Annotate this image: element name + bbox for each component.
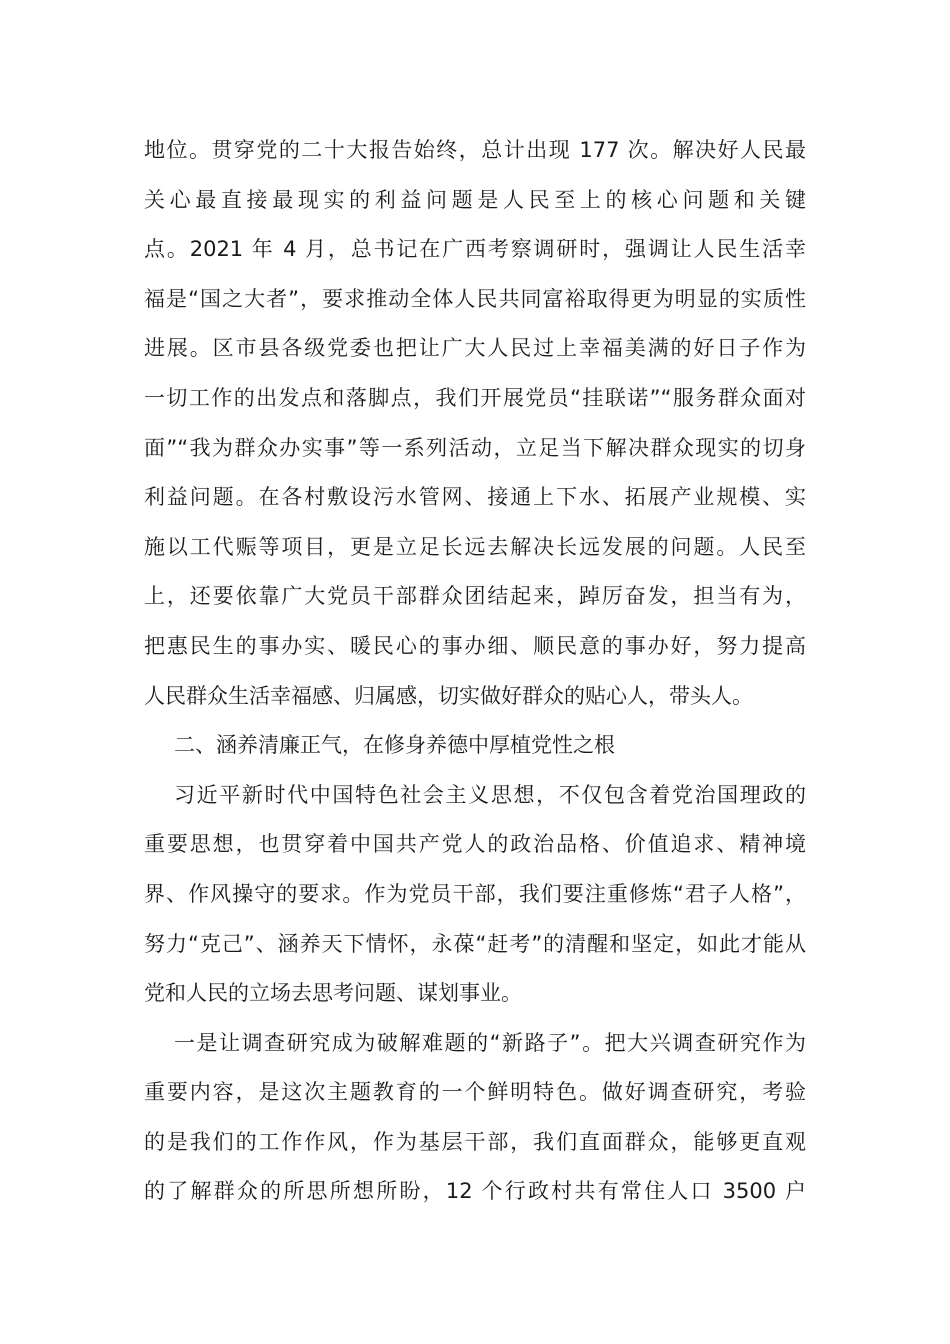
text-line: 重要思想，也贯穿着中国共产党人的政治品格、价值追求、精神境: [144, 832, 806, 857]
text-line: 利益问题。在各村敷设污水管网、接通上下水、拓展产业规模、实: [144, 485, 806, 510]
text-line: 上，还要依靠广大党员干部群众团结起来，踔厉奋发，担当有为，: [144, 584, 806, 609]
text-line: 习近平新时代中国特色社会主义思想，不仅包含着党治国理政的: [174, 782, 806, 807]
text-line: 点。2021 年 4 月，总书记在广西考察调研时，强调让人民生活幸: [144, 237, 806, 262]
text-line: 的是我们的工作作风，作为基层干部，我们直面群众，能够更直观: [144, 1129, 806, 1154]
document-body: [144, 126, 806, 1217]
text-line: 福是“国之大者”，要求推动全体人民共同富裕取得更为明显的实质性: [144, 286, 806, 311]
section-heading: 二、涵养清廉正气，在修身养德中厚植党性之根: [174, 733, 615, 758]
text-line: 施以工代赈等项目，更是立足长远去解决长远发展的问题。人民至: [144, 534, 806, 559]
text-line: 把惠民生的事办实、暖民心的事办细、顺民意的事办好，努力提高: [144, 633, 806, 658]
text-line: 重要内容，是这次主题教育的一个鲜明特色。做好调查研究，考验: [144, 1080, 806, 1105]
text-line: 人民群众生活幸福感、归属感，切实做好群众的贴心人，带头人。: [144, 683, 753, 708]
text-line: 面”“我为群众办实事”等一系列活动，立足当下解决群众现实的切身: [144, 435, 806, 460]
text-line: 的了解群众的所思所想所盼，12 个行政村共有常住人口 3500 户: [144, 1179, 806, 1204]
text-line: 一切工作的出发点和落脚点，我们开展党员“挂联诺”“服务群众面对: [144, 385, 806, 410]
text-line: 一是让调查研究成为破解难题的“新路子”。把大兴调查研究作为: [174, 1030, 806, 1055]
text-line: 党和人民的立场去思考问题、谋划事业。: [144, 981, 522, 1006]
text-line: 进展。区市县各级党委也把让广大人民过上幸福美满的好日子作为: [144, 336, 806, 361]
text-line: 界、作风操守的要求。作为党员干部，我们要注重修炼“君子人格”，: [144, 881, 806, 906]
text-line: 努力“克己”、涵养天下情怀，永葆“赶考”的清醒和坚定，如此才能从: [144, 931, 806, 956]
text-line: 关心最直接最现实的利益问题是人民至上的核心问题和关键: [144, 187, 806, 212]
text-line: 地位。贯穿党的二十大报告始终，总计出现 177 次。解决好人民最: [144, 138, 806, 162]
